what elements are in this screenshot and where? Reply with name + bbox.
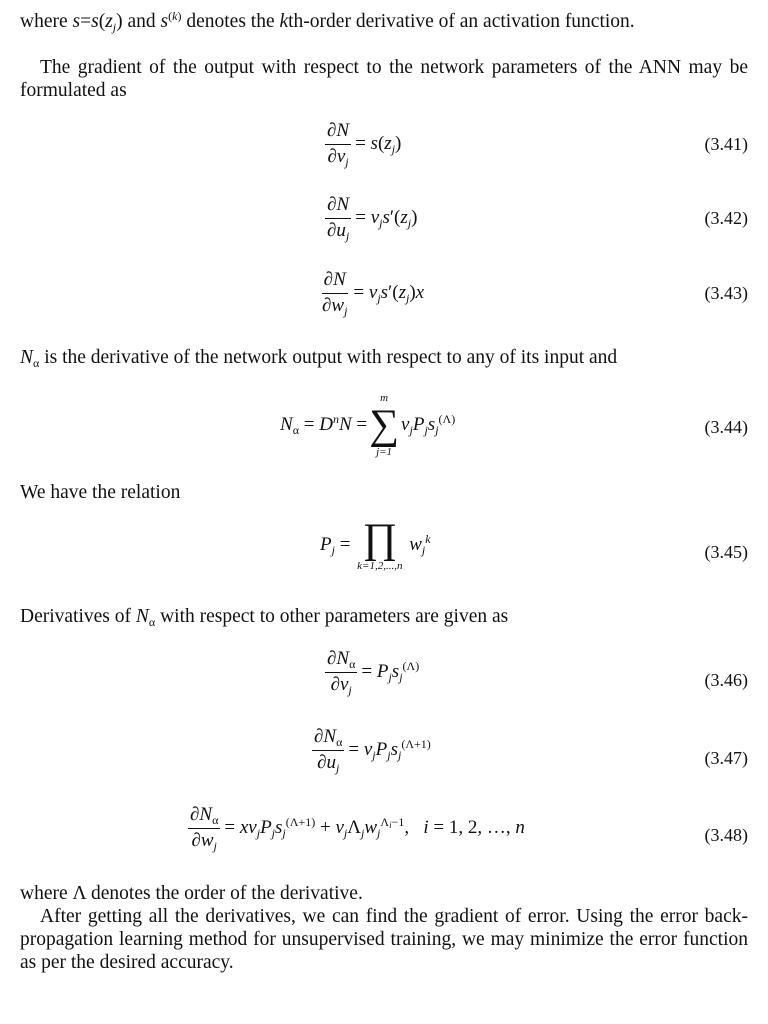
equation-3-42: $\frac{\partial N}{\partial u_j}$ = $v_js'(z_j)$ bbox=[327, 194, 418, 243]
equation-number-3-43: (3.43) bbox=[704, 283, 748, 303]
para1-rest: th-order derivative of an activation function. bbox=[288, 11, 635, 32]
equation-number-3-42: (3.42) bbox=[704, 208, 748, 228]
para3-text: is the derivative of the network output with respect to any of its input and bbox=[44, 347, 618, 368]
equation-3-44: $N_\alpha = D^nN$ = m ∑ j=1 $v_jP_js_j^{(\Lambda)}$ bbox=[280, 392, 456, 458]
paragraph-lambda-order: where Λ denotes the order of the derivative. bbox=[20, 883, 363, 904]
paragraph-activation-derivative: where $s=s(z_j)$ and $s^{(k)}$ denotes the kth-order derivative of an activation function. bbox=[20, 9, 635, 34]
equation-3-43: $\frac{\partial N}{\partial w_j}$ = $v_js'(z_j)x$ bbox=[322, 269, 425, 318]
equation-number-3-46: (3.46) bbox=[704, 670, 748, 690]
para1-denotes: denotes the bbox=[186, 11, 275, 32]
equation-3-45: $P_j$ = ∏ k=1,2,...,n $w_j^k$ bbox=[320, 516, 431, 572]
equation-number-3-48: (3.48) bbox=[704, 825, 748, 845]
equation-3-41: $\frac{\partial N}{\partial v_j}$ = $s(z_j)$ bbox=[327, 120, 402, 169]
para5-t1: Derivatives of bbox=[20, 606, 132, 627]
equation-3-48: $\frac{\partial N_\alpha}{\partial w_j}$ = $xv_jP_js_j^{(\Lambda+1)} + v_j\Lambda_jw_j^{\Lambda_i-1}$, i = 1, 2, …, n bbox=[190, 804, 525, 853]
para5-t2: with respect to other parameters are given as bbox=[160, 606, 509, 627]
para1-where: where bbox=[20, 11, 68, 32]
equation-number-3-47: (3.47) bbox=[704, 748, 748, 768]
equation-number-3-45: (3.45) bbox=[704, 542, 748, 562]
equation-3-46: $\frac{\partial N_\alpha}{\partial v_j}$ = $P_js_j^{(\Lambda)}$ bbox=[327, 648, 420, 697]
paragraph-n-alpha: $N_\alpha$ is the derivative of the network output with respect to any of its input and bbox=[20, 347, 618, 370]
equation-3-47: $\frac{\partial N_\alpha}{\partial u_j}$ = $v_jP_js_j^{(\Lambda+1)}$ bbox=[314, 726, 431, 775]
equation-number-3-41: (3.41) bbox=[704, 134, 748, 154]
paragraph-conclusion: After getting all the derivatives, we can find the gradient of error. Using the error back-propagation learning method for unsupervised training, we may minimize the error function as per the desired accuracy. bbox=[20, 906, 748, 973]
paragraph-relation: We have the relation bbox=[20, 482, 181, 503]
paragraph-derivatives-n-alpha: Derivatives of $N_\alpha$ with respect to other parameters are given as bbox=[20, 606, 509, 629]
para1-and: and bbox=[127, 11, 156, 32]
equation-number-3-44: (3.44) bbox=[704, 417, 748, 437]
paragraph-gradient-intro: The gradient of the output with respect to the network parameters of the ANN may be formulated as bbox=[20, 57, 748, 101]
